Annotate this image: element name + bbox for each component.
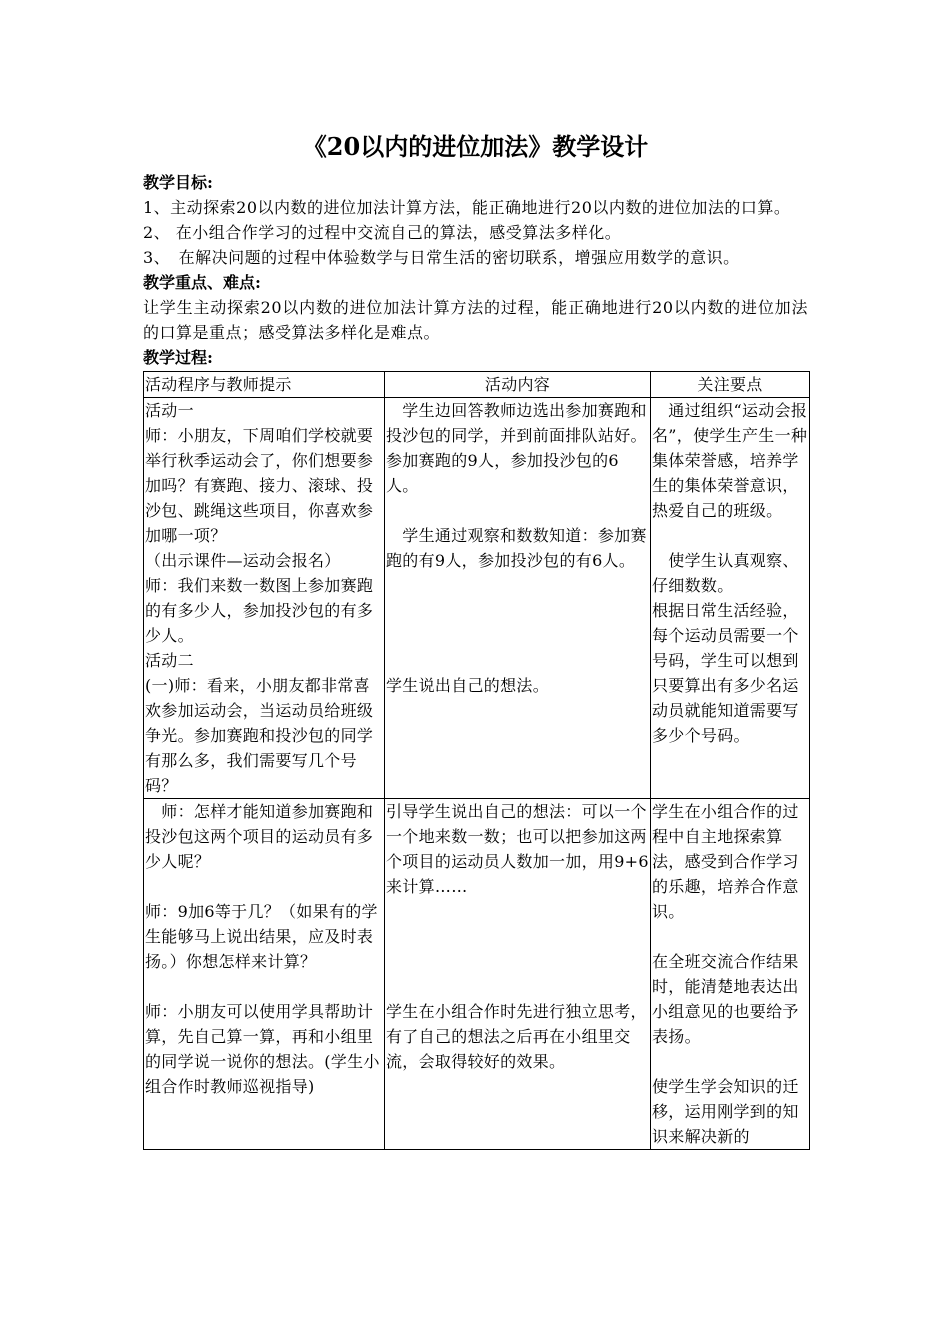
- blank-line: [386, 924, 649, 949]
- cell-paragraph: 学生在小组合作时先进行独立思考，有了自己的想法之后再在小组里交流，会取得较好的效果。: [386, 1002, 647, 1071]
- cell-paragraph: 师：9加6等于几？（如果有的学生能够马上说出结果，应及时表扬。）你想怎样来计算？: [145, 902, 378, 971]
- document-page: [143, 130, 808, 1150]
- keypoints-text: 让学生主动探索20以内数的进位加法计算方法的过程，能正确地进行20以内数的进位加法的口算是重点；感受算法多样化是难点。: [143, 298, 808, 342]
- blank-line: [145, 974, 383, 999]
- blank-line: [386, 623, 649, 648]
- cell-paragraph: 学生在小组合作的过程中自主地探索算法，感受到合作学习的乐趣，培养合作意识。: [652, 802, 799, 921]
- cell-paragraph: 使学生认真观察、仔细数数。: [652, 551, 799, 595]
- cell-paragraph: （出示课件—运动会报名）: [145, 551, 341, 570]
- cell-paragraph: 师：怎样才能知道参加赛跑和投沙包这两个项目的运动员有多少人呢？: [145, 802, 374, 871]
- cell-paragraph: 学生说出自己的想法。: [386, 676, 550, 695]
- table-row: [144, 398, 810, 799]
- table-cell: [144, 398, 385, 799]
- goal-item: 1、主动探索20以内数的进位加法计算方法，能正确地进行20以内数的进位加法的口算。: [143, 198, 791, 217]
- blank-line: [386, 648, 649, 673]
- blank-line: [386, 899, 649, 924]
- blank-line: [145, 874, 383, 899]
- process-heading: 教学过程:: [143, 348, 213, 367]
- table-header-row: [144, 372, 810, 398]
- cell-paragraph: 师：小朋友可以使用学具帮助计算，先自己算一算，再和小组里的同学说一说你的想法。(学生小组合作时教师巡视指导): [145, 1002, 380, 1096]
- blank-line: [386, 949, 649, 974]
- cell-paragraph: 学生边回答教师边选出参加赛跑和投沙包的同学，并到前面排队站好。参加赛跑的9人，参加投沙包的6人。: [386, 401, 647, 495]
- goal-item: 3、 在解决问题的过程中体验数学与日常生活的密切联系，增强应用数学的意识。: [143, 248, 740, 267]
- cell-paragraph: 通过组织“运动会报名”，使学生产生一种集体荣誉感，培养学生的集体荣誉意识，热爱自己的班级。: [652, 401, 808, 520]
- keypoints-heading: 教学重点、难点:: [143, 273, 261, 292]
- table-cell: [385, 398, 651, 799]
- blank-line: [386, 573, 649, 598]
- table-cell: [651, 799, 810, 1150]
- cell-paragraph: (一)师：看来，小朋友都非常喜欢参加运动会，当运动员给班级争光。参加赛跑和投沙包的同学有那么多，我们需要写几个号码？: [145, 676, 374, 795]
- blank-line: [386, 598, 649, 623]
- cell-paragraph: 使学生学会知识的迁移，运用刚学到的知识来解决新的: [652, 1077, 799, 1146]
- table-row: [144, 799, 810, 1150]
- blank-line: [652, 1049, 808, 1074]
- cell-paragraph: 活动二: [145, 651, 194, 670]
- document-title: 《20以内的进位加法》教学设计: [302, 132, 649, 161]
- cell-paragraph: 根据日常生活经验，每个运动员需要一个号码，学生可以想到只要算出有多少名运动员就能知道需要写多少个号码。: [652, 601, 799, 745]
- table-cell: [385, 799, 651, 1150]
- blank-line: [386, 498, 649, 523]
- process-table: [143, 371, 810, 1150]
- cell-paragraph: 引导学生说出自己的想法：可以一个一个地来数一数；也可以把参加这两个项目的运动员人数加一加，用9+6来计算……: [386, 802, 649, 896]
- column-header: 活动程序与教师提示: [144, 372, 385, 398]
- goal-item: 2、 在小组合作学习的过程中交流自己的算法，感受算法多样化。: [143, 223, 622, 242]
- table-cell: [144, 799, 385, 1150]
- blank-line: [652, 523, 808, 548]
- column-header: 关注要点: [651, 372, 810, 398]
- column-header: 活动内容: [385, 372, 651, 398]
- cell-paragraph: 活动一: [145, 401, 194, 420]
- cell-paragraph: 学生通过观察和数数知道：参加赛跑的有9人，参加投沙包的有6人。: [386, 526, 647, 570]
- cell-paragraph: 师：我们来数一数图上参加赛跑的有多少人，参加投沙包的有多少人。: [145, 576, 374, 645]
- blank-line: [386, 974, 649, 999]
- cell-paragraph: 师：小朋友，下周咱们学校就要举行秋季运动会了，你们想要参加吗？有赛跑、接力、滚球、投沙包、跳绳这些项目，你喜欢参加哪一项？: [145, 426, 374, 545]
- table-cell: [651, 398, 810, 799]
- goals-heading: 教学目标:: [143, 173, 213, 192]
- cell-paragraph: 在全班交流合作结果时，能清楚地表达出小组意见的也要给予表扬。: [652, 952, 799, 1046]
- blank-line: [652, 924, 808, 949]
